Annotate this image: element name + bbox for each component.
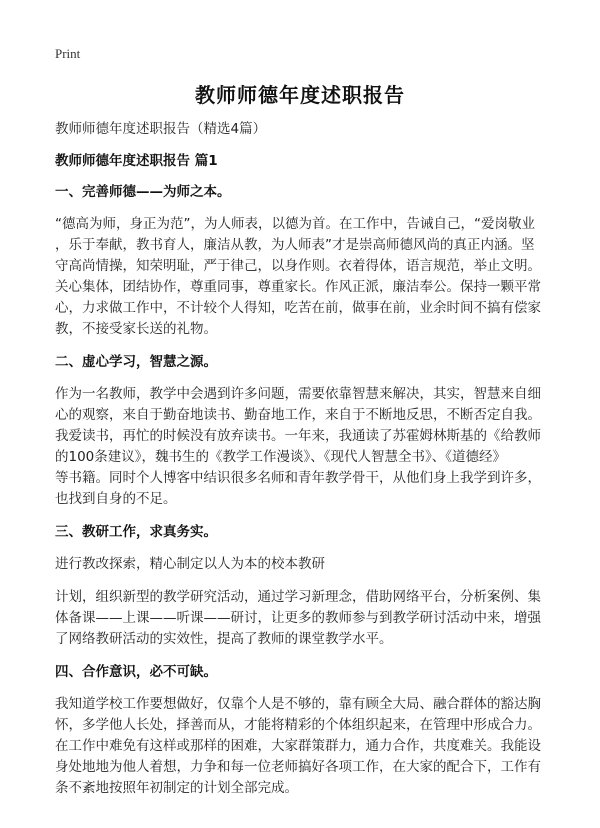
- section-heading: 一、完善师德——为师之本。: [55, 184, 231, 200]
- paragraph-line: 心的观察，来自于勤奋地读书、勤奋地工作，来自于不断地反思，不断否定自我。: [55, 407, 541, 423]
- paragraph: [55, 694, 555, 799]
- paragraph-line: 在工作中难免有这样或那样的困难，大家群策群力，通力合作，共度难关。我能设: [55, 738, 541, 754]
- paragraph-line: 教，不接受家长送的礼物。: [55, 321, 217, 337]
- section-heading: 四、合作意识，必不可缺。: [55, 664, 217, 680]
- paragraph-line: 心，力求做工作中，不计较个人得知，吃苦在前，做事在前，业余时间不搞有偿家: [55, 300, 541, 316]
- paragraph-line: 身处地地为他人着想，力争和每一位老师搞好各项工作，在大家的配合下，工作有: [55, 759, 541, 775]
- page-title: 教师师德年度述职报告: [195, 83, 405, 107]
- paragraph-line: 作为一名教师，教学中会遇到许多问题，需要依靠智慧来解决，其实，智慧来自细: [55, 386, 541, 402]
- paragraph-line: 的100条建议》，魏书生的《教学工作漫谈》、《现代人智慧全书》、《道德经》: [55, 449, 507, 465]
- section: [55, 522, 555, 650]
- print-link[interactable]: Print: [55, 46, 81, 61]
- paragraph-line: 进行教改探索，精心制定以人为本的校本教研: [55, 556, 325, 572]
- article-heading: 教师师德年度述职报告 篇1: [55, 153, 218, 169]
- section-heading: 三、教研工作，求真务实。: [55, 524, 217, 540]
- section: [55, 352, 555, 510]
- paragraph-line: ，乐于奉献，教书育人，廉洁从教，为人师表”才是崇高师德风尚的真正内涵。坚: [55, 237, 535, 253]
- document-body: [55, 119, 555, 811]
- paragraph-line: 体备课——上课——听课——研讨，让更多的教师参与到教学研讨活动中来，增强: [55, 610, 541, 626]
- section: [55, 182, 555, 340]
- paragraph: [55, 214, 555, 340]
- paragraph-line: 计划，组织新型的教学研究活动，通过学习新理念，借助网络平台，分析案例、集: [55, 589, 541, 605]
- paragraph-line: 条不紊地按照年初制定的计划全部完成。: [55, 780, 298, 796]
- paragraph-line: 等书籍。同时个人博客中结识很多名师和青年教学骨干，从他们身上我学到许多，: [55, 470, 541, 486]
- paragraph-line: 我爱读书，再忙的时候没有放弃读书。一年来，我通读了苏霍姆林斯基的《给教师: [55, 428, 541, 444]
- paragraph-line: 关心集体，团结协作，尊重同事，尊重家长。作风正派，廉洁奉公。保持一颗平常: [55, 279, 541, 295]
- paragraph: [55, 587, 555, 650]
- document-subtitle: 教师师德年度述职报告（精选4篇）: [55, 121, 267, 137]
- paragraph-line: 守高尚情操，知荣明耻，严于律己，以身作则。衣着得体，语言规范，举止文明。: [55, 258, 541, 274]
- paragraph-line: 也找到自身的不足。: [55, 491, 177, 507]
- paragraph-line: 我知道学校工作要想做好，仅靠个人是不够的，靠有顾全大局、融合群体的豁达胸: [55, 696, 541, 712]
- paragraph-line: “德高为师，身正为范”，为人师表，以德为首。在工作中，告诫自己，“爱岗敬业: [55, 216, 535, 232]
- paragraph: [55, 384, 555, 510]
- section: [55, 662, 555, 799]
- paragraph: [55, 554, 555, 575]
- paragraph-line: 怀，多学他人长处，择善而从，才能将精彩的个体组织起来，在管理中形成合力。: [55, 717, 541, 733]
- paragraph-line: 了网络教研活动的实效性，提高了教师的课堂教学水平。: [55, 631, 393, 647]
- section-heading: 二、虚心学习，智慧之源。: [55, 354, 217, 370]
